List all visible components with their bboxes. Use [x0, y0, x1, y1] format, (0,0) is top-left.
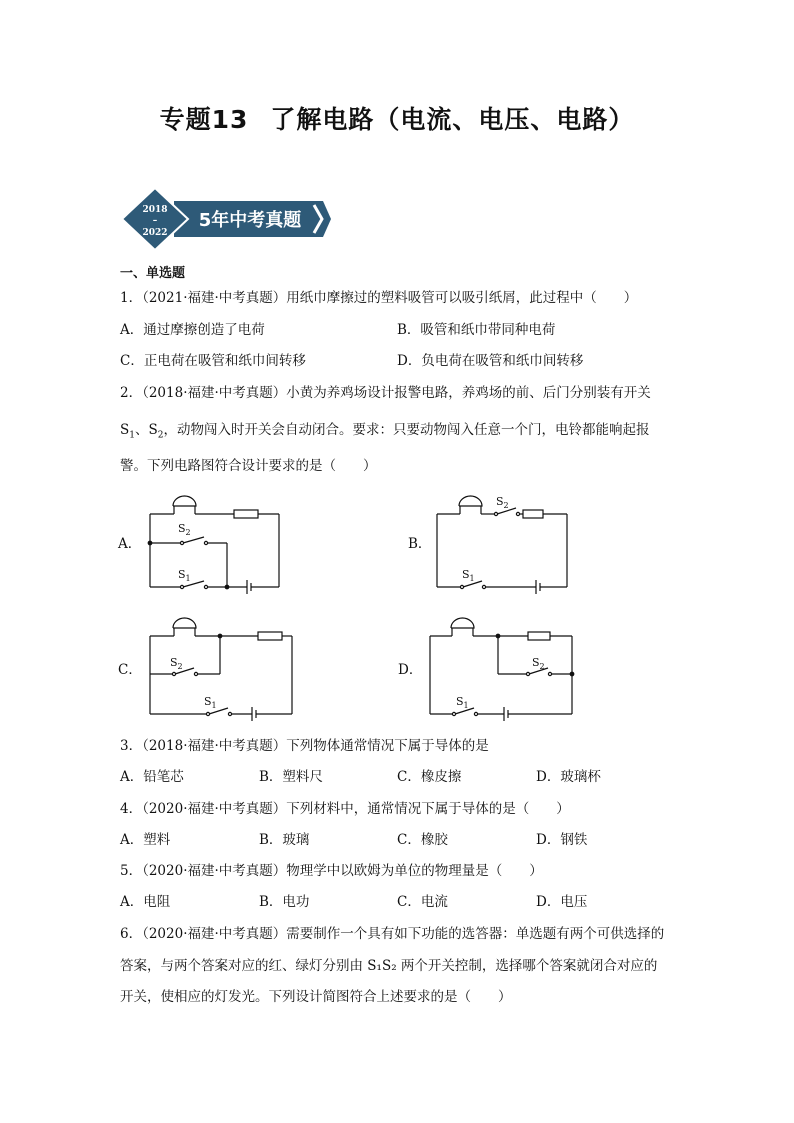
switch-s1-label: $S_1$	[178, 568, 191, 583]
q5-option-a: A．电阻	[120, 894, 171, 910]
q2-line1: 2．（2018·福建·中考真题）小黄为养鸡场设计报警电路，养鸡场的前、后门分别装有开关	[120, 385, 651, 401]
resistor	[258, 632, 282, 640]
title-text: 了解电路（电流、电压、电路）	[270, 105, 635, 134]
switch-s2-label: $S_2$	[170, 656, 183, 671]
page-title	[0, 100, 794, 136]
bell-icon	[459, 496, 482, 514]
switch-s1-label: $S_1$	[462, 568, 475, 583]
q1-option-b: B．吸管和纸巾带同种电荷	[397, 322, 556, 338]
switch-s2-label: $S_2$	[496, 495, 509, 510]
q6-line1: 6．（2020·福建·中考真题）需要制作一个具有如下功能的选答器：单选题有两个可供选择的	[120, 926, 665, 942]
circuit-c	[118, 618, 292, 721]
circuit-d-label: D．	[398, 662, 423, 678]
resistor	[234, 510, 258, 518]
q3-option-d: D．玻璃杯	[536, 769, 601, 785]
q4-option-c: C．橡胶	[397, 832, 448, 848]
q5-option-c: C．电流	[397, 894, 448, 910]
circuit-b	[408, 495, 567, 594]
q2-line2: $S_1$、$S_2$，动物闯入时开关会自动闭合。要求：只要动物闯入任意一个门，电铃都能响起报	[120, 422, 650, 441]
resistor	[528, 632, 550, 640]
switch-s2-label: $S_2$	[532, 656, 545, 671]
switch-s2-label: $S_2$	[178, 522, 191, 537]
circuit-b-label: B．	[408, 536, 432, 552]
q2-line3: 警。下列电路图符合设计要求的是（ ）	[120, 458, 377, 474]
q6-line3: 开关，使相应的灯发光。下列设计简图符合上述要求的是（ ）	[120, 989, 512, 1005]
q1-option-a: A．通过摩擦创造了电荷	[120, 322, 265, 338]
bell-icon	[173, 496, 196, 514]
q4-stem: 4．（2020·福建·中考真题）下列材料中，通常情况下属于导体的是（ ）	[120, 801, 570, 817]
year-start: 2018	[142, 205, 168, 215]
q3-option-b: B．塑料尺	[259, 769, 323, 785]
q1-stem: 1．（2021·福建·中考真题）用纸巾摩擦过的塑料吸管可以吸引纸屑，此过程中（ ）	[120, 290, 638, 306]
q4-option-a: A．塑料	[120, 832, 171, 848]
q3-stem: 3．（2018·福建·中考真题）下列物体通常情况下属于导体的是	[120, 738, 489, 754]
q4-option-d: D．钢铁	[536, 832, 588, 848]
bell-icon	[451, 618, 474, 636]
bell-icon	[173, 618, 196, 636]
year-separator: –	[152, 216, 158, 226]
q3-option-a: A．铅笔芯	[120, 769, 184, 785]
q5-stem: 5．（2020·福建·中考真题）物理学中以欧姆为单位的物理量是（ ）	[120, 863, 543, 879]
switch-s1-label: $S_1$	[456, 695, 469, 710]
q5-option-b: B．电功	[259, 894, 310, 910]
q6-line2: 答案，与两个答案对应的红、绿灯分别由 S₁S₂ 两个开关控制，选择哪个答案就闭合对应的	[120, 958, 658, 974]
resistor	[523, 510, 543, 518]
q4-option-b: B．玻璃	[259, 832, 310, 848]
q3-option-c: C．橡皮擦	[397, 769, 462, 785]
title-number: 专题13	[159, 105, 249, 134]
q1-option-c: C．正电荷在吸管和纸巾间转移	[120, 353, 306, 369]
circuit-a-label: A．	[118, 536, 142, 552]
circuit-d	[398, 618, 574, 721]
circuit-c-label: C．	[118, 662, 142, 678]
section-heading: 一、单选题	[120, 266, 186, 281]
switch-s2	[183, 537, 204, 543]
q5-option-d: D．电压	[536, 894, 588, 910]
year-end: 2022	[142, 228, 168, 238]
banner-label: 5年中考真题	[198, 210, 302, 231]
q2-circuits	[110, 488, 610, 723]
switch-s1-label: $S_1$	[204, 695, 217, 710]
circuit-a	[117, 496, 279, 594]
banner	[118, 186, 332, 252]
q1-option-d: D．负电荷在吸管和纸巾间转移	[397, 353, 584, 369]
